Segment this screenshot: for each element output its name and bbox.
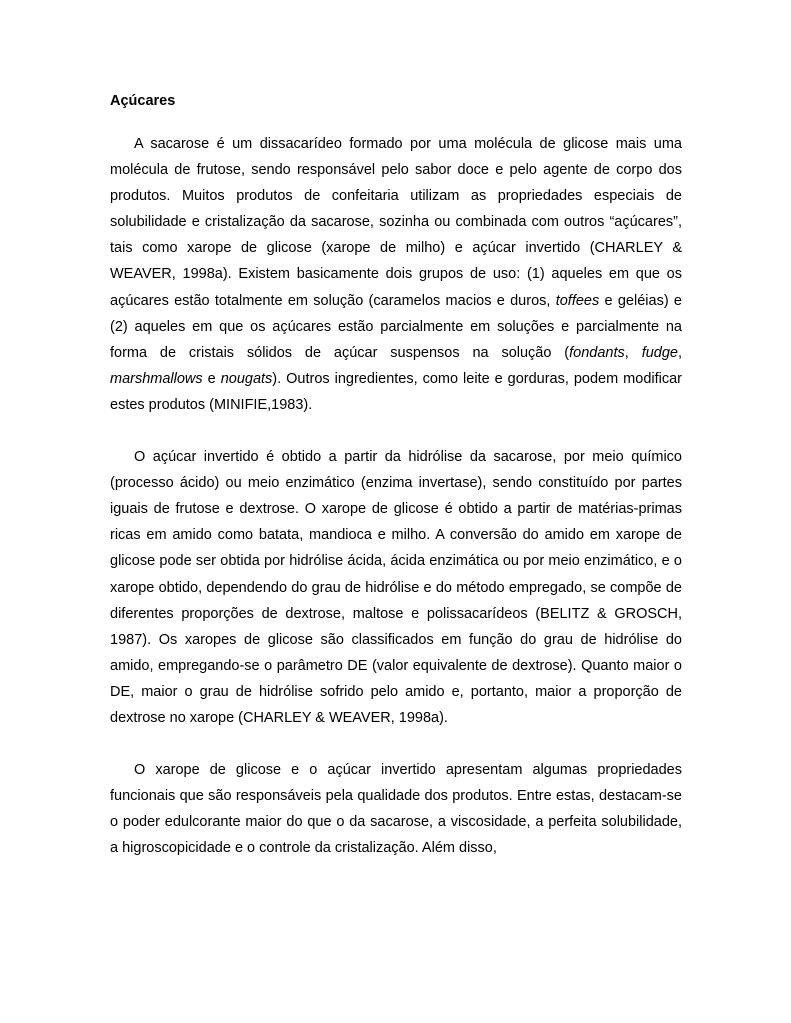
document-page — [110, 88, 682, 887]
text-run: ). Outros ingredientes, como leite e gorduras, podem modificar estes produtos (MINIFIE,1983). — [110, 370, 682, 413]
text-run: A sacarose é um dissacarídeo formado por uma molécula de glicose mais uma molécula de frutose, sendo responsável pelo sabor doce e pelo agente de corpo dos produtos. Muitos produtos de confeitaria utilizam as propriedades especiais de solubilidade e cristalização da sacarose, sozinha ou combinada com outros “açúcares”, tais como xarope de glicose (xarope de milho) e açúcar invertido (CHARLEY & WEAVER, 1998a). Existem basicamente dois grupos de uso: (1) aqueles em que os açúcares estão totalmente em solução (caramelos macios e duros, — [110, 136, 682, 309]
italic-term-fondants: fondants — [569, 344, 625, 361]
paragraph-sacarose — [110, 131, 682, 418]
text-run: e — [202, 370, 221, 387]
text-run: , — [677, 344, 683, 361]
paragraph-propriedades: O xarope de glicose e o açúcar invertido apresentam algumas propriedades funcionais que são responsáveis pela qualidade dos produtos. Entre estas, destacam-se o poder edulcorante maior do que o da sacarose, a viscosidade, a perfeita solubilidade, a higroscopicidade e o controle da cristalização. Além disso, — [110, 762, 682, 857]
italic-term-toffees: toffees — [555, 292, 600, 309]
italic-term-marshmallows: marshmallows — [110, 370, 203, 387]
text-run: , — [624, 344, 642, 361]
section-heading: Açúcares — [110, 93, 176, 109]
italic-term-nougats: nougats — [220, 370, 273, 387]
text-run: e geléias) e (2) aqueles em que os açúcares estão parcialmente em soluções e parcialmente na forma de cristais sólidos de açúcar suspensos na solução ( — [110, 292, 682, 361]
paragraph-acucar-invertido: O açúcar invertido é obtido a partir da hidrólise da sacarose, por meio químico (processo ácido) ou meio enzimático (enzima invertase), sendo constituído por partes iguais de frutose e dextrose. O xarope de glicose é obtido a partir de matérias-primas ricas em amido como batata, mandioca e milho. A conversão do amido em xarope de glicose pode ser obtida por hidrólise ácida, ácida enzimática ou por meio enzimático, e o xarope obtido, dependendo do grau de hidrólise e do método empregado, se compõe de diferentes proporções de dextrose, maltose e polissacarídeos (BELITZ & GROSCH, 1987). Os xaropes de glicose são classificados em função do grau de hidrólise do amido, empregando-se o parâmetro DE (valor equivalente de dextrose). Quanto maior o DE, maior o grau de hidrólise sofrido pelo amido e, portanto, maior a proporção de dextrose no xarope (CHARLEY & WEAVER, 1998a). — [110, 449, 682, 726]
italic-term-fudge: fudge — [641, 344, 678, 361]
